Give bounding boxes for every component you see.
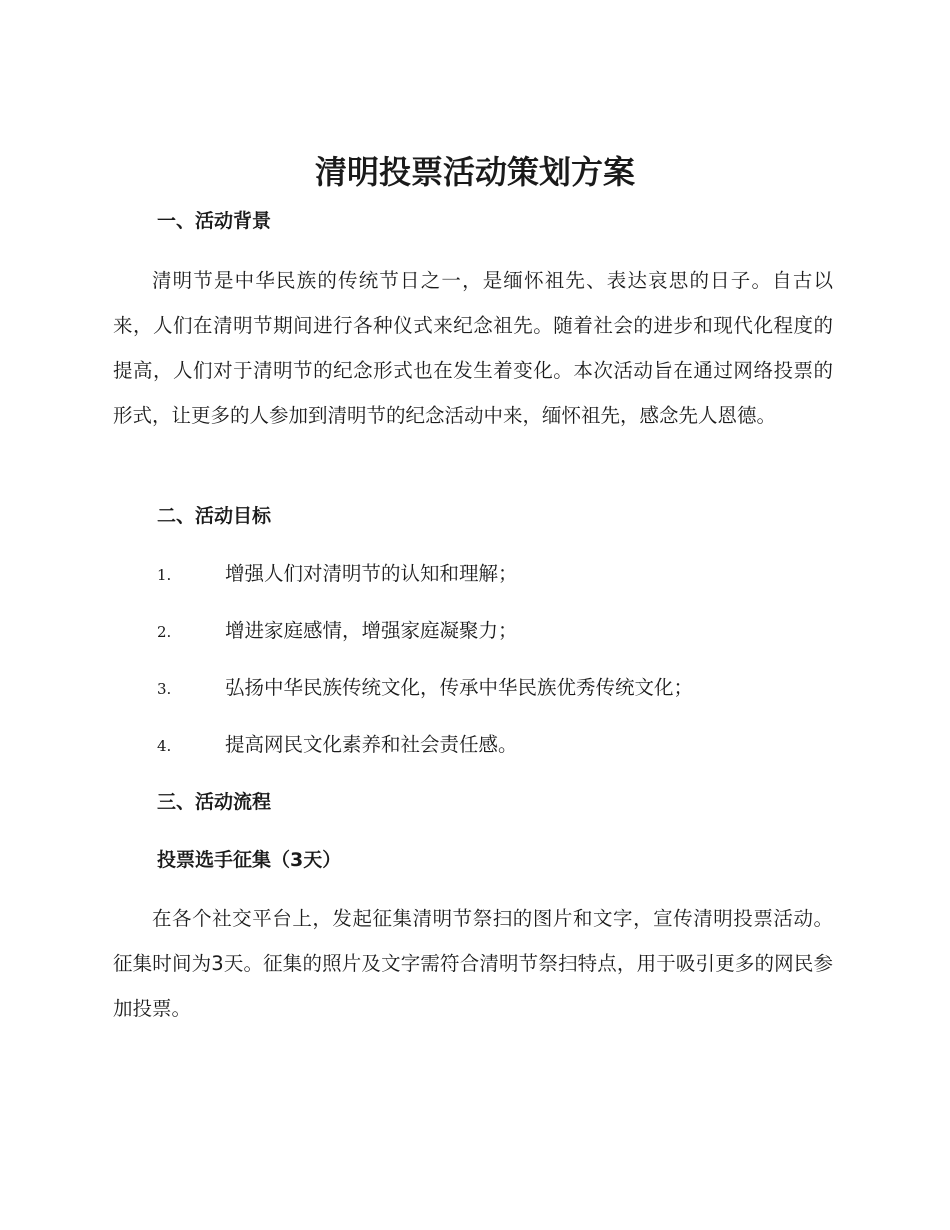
goal-list-item bbox=[157, 732, 518, 758]
process-paragraph: 在各个社交平台上，发起征集清明节祭扫的图片和文字，宣传清明投票活动。征集时间为3天。征集的照片及文字需符合清明节祭扫特点，用于吸引更多的网民参加投票。 bbox=[113, 907, 833, 1020]
subsection-heading-candidate-collection: 投票选手征集（3天） bbox=[157, 849, 342, 871]
section-heading-background: 一、活动背景 bbox=[157, 210, 272, 232]
goal-list-item bbox=[157, 675, 693, 701]
list-number: 2. bbox=[157, 623, 172, 641]
list-number: 1. bbox=[157, 566, 172, 584]
list-text: 提高网民文化素养和社会责任感。 bbox=[225, 733, 518, 756]
section-heading-process: 三、活动流程 bbox=[157, 791, 272, 813]
goal-list-item bbox=[157, 561, 518, 587]
section-heading-goals: 二、活动目标 bbox=[157, 505, 272, 527]
document-title: 清明投票活动策划方案 bbox=[314, 153, 635, 191]
list-number: 4. bbox=[157, 737, 172, 755]
list-number: 3. bbox=[157, 680, 172, 698]
background-paragraph: 清明节是中华民族的传统节日之一，是缅怀祖先、表达哀思的日子。自古以来，人们在清明节期间进行各种仪式来纪念祖先。随着社会的进步和现代化程度的提高，人们对于清明节的纪念形式也在发生着变化。本次活动旨在通过网络投票的形式，让更多的人参加到清明节的纪念活动中来，缅怀祖先，感念先人恩德。 bbox=[113, 269, 833, 427]
list-text: 增强人们对清明节的认知和理解； bbox=[225, 562, 518, 585]
goal-list-item bbox=[157, 618, 518, 644]
list-text: 弘扬中华民族传统文化，传承中华民族优秀传统文化； bbox=[225, 676, 694, 699]
list-text: 增进家庭感情，增强家庭凝聚力； bbox=[225, 619, 518, 642]
